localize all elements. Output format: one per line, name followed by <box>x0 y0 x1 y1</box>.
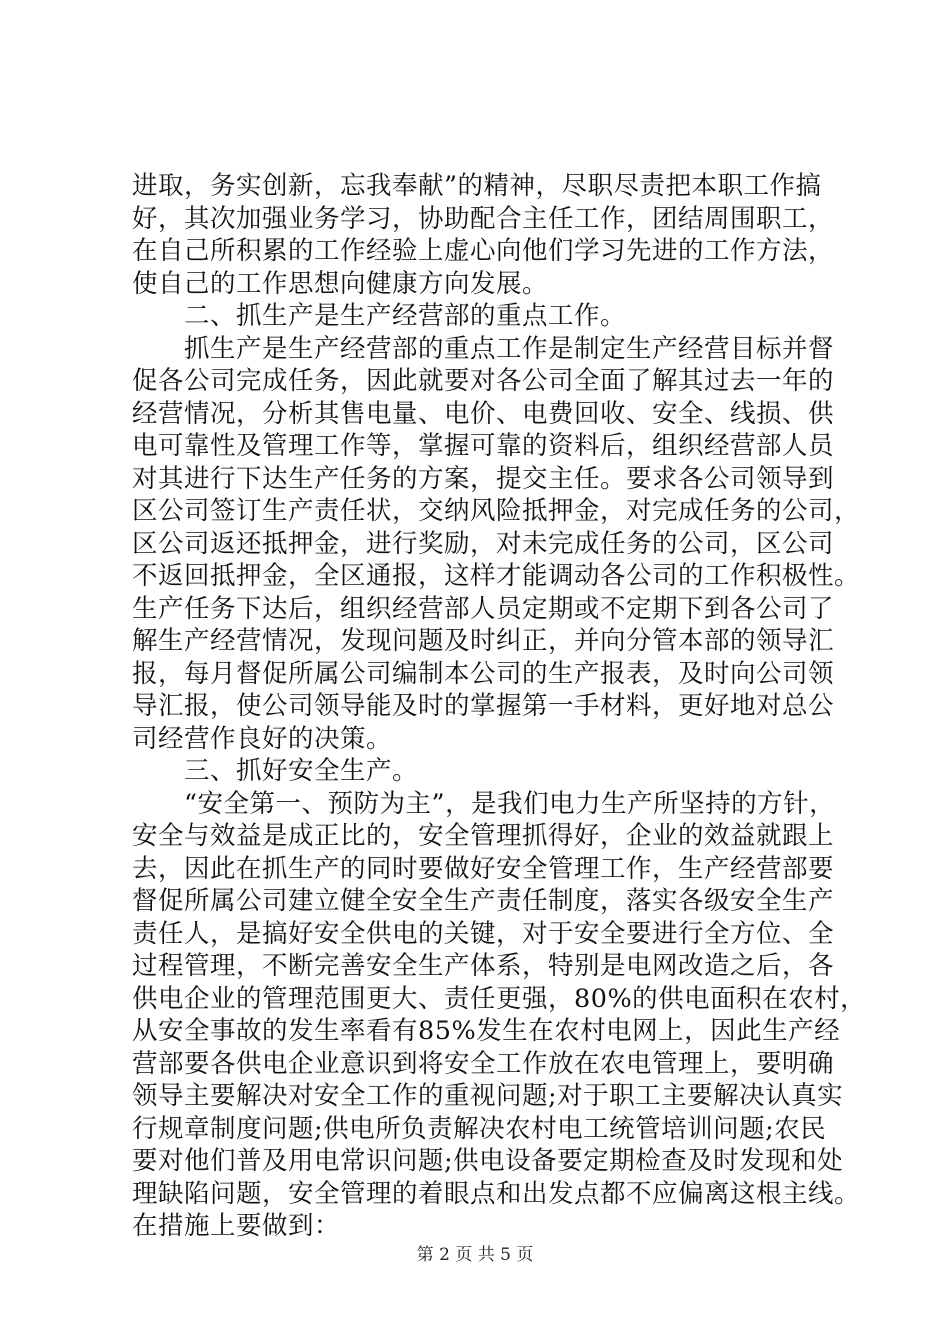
text-line: 要对他们普及用电常识问题;供电设备要定期检查及时发现和处 <box>132 1146 844 1176</box>
text-line: 进取，务实创新，忘我奉献”的精神，尽职尽责把本职工作搞 <box>132 171 822 201</box>
text-line: 从安全事故的发生率看有85%发生在农村电网上，因此生产经 <box>132 1016 841 1046</box>
text-line: 对其进行下达生产任务的方案，提交主任。要求各公司领导到 <box>132 463 835 494</box>
body-text <box>132 170 867 1243</box>
text-line: “安全第一、预防为主”，是我们电力生产所坚持的方针， <box>184 788 836 819</box>
text-line: 督促所属公司建立健全安全生产责任制度，落实各级安全生产 <box>132 886 835 916</box>
text-line: 导汇报，使公司领导能及时的掌握第一手材料，更好地对总公 <box>132 691 835 721</box>
text-line: 电可靠性及管理工作等，掌握可靠的资料后，组织经营部人员 <box>132 431 835 461</box>
text-line: 领导主要解决对安全工作的重视问题;对于职工主要解决认真实 <box>132 1081 844 1111</box>
page-number-footer: 第 2 页 共 5 页 <box>416 1245 534 1265</box>
text-line: 责任人，是搞好安全供电的关键，对于安全要进行全方位、全 <box>132 918 835 949</box>
text-line: 过程管理，不断完善安全生产体系，特别是电网改造之后，各 <box>132 951 835 981</box>
text-line: 经营情况，分析其售电量、电价、电费回收、安全、线损、供 <box>132 398 835 429</box>
text-line: 区公司签订生产责任状，交纳风险抵押金，对完成任务的公司， <box>132 496 861 526</box>
text-line: 理缺陷问题，安全管理的着眼点和出发点都不应偏离这根主线。 <box>132 1178 861 1209</box>
text-line: 行规章制度问题;供电所负责解决农村电工统管培训问题;农民 <box>132 1113 827 1144</box>
section-heading: 二、抓生产是生产经营部的重点工作。 <box>184 301 627 331</box>
text-line: 在自己所积累的工作经验上虚心向他们学习先进的工作方法， <box>132 236 835 266</box>
text-line: 司经营作良好的决策。 <box>132 723 393 754</box>
text-line: 供电企业的管理范围更大、责任更强，80%的供电面积在农村， <box>132 983 867 1014</box>
text-line: 生产任务下达后，组织经营部人员定期或不定期下到各公司了 <box>132 593 835 624</box>
text-line: 解生产经营情况，发现问题及时纠正，并向分管本部的领导汇 <box>132 626 835 656</box>
text-line: 报，每月督促所属公司编制本公司的生产报表，及时向公司领 <box>132 658 835 689</box>
text-line: 安全与效益是成正比的，安全管理抓得好，企业的效益就跟上 <box>132 821 835 851</box>
text-line: 去，因此在抓生产的同时要做好安全管理工作，生产经营部要 <box>132 853 835 884</box>
text-line: 不返回抵押金，全区通报，这样才能调动各公司的工作积极性。 <box>132 561 861 591</box>
text-line: 抓生产是生产经营部的重点工作是制定生产经营目标并督 <box>184 333 835 364</box>
text-line: 在措施上要做到： <box>132 1211 341 1241</box>
text-line: 促各公司完成任务，因此就要对各公司全面了解其过去一年的 <box>132 366 835 396</box>
text-line: 营部要各供电企业意识到将安全工作放在农电管理上，要明确 <box>132 1048 835 1079</box>
text-line: 好，其次加强业务学习，协助配合主任工作，团结周围职工， <box>132 203 835 234</box>
text-line: 使自己的工作思想向健康方向发展。 <box>132 268 549 299</box>
section-heading: 三、抓好安全生产。 <box>184 756 419 786</box>
text-line: 区公司返还抵押金，进行奖励，对未完成任务的公司，区公司 <box>132 528 835 559</box>
